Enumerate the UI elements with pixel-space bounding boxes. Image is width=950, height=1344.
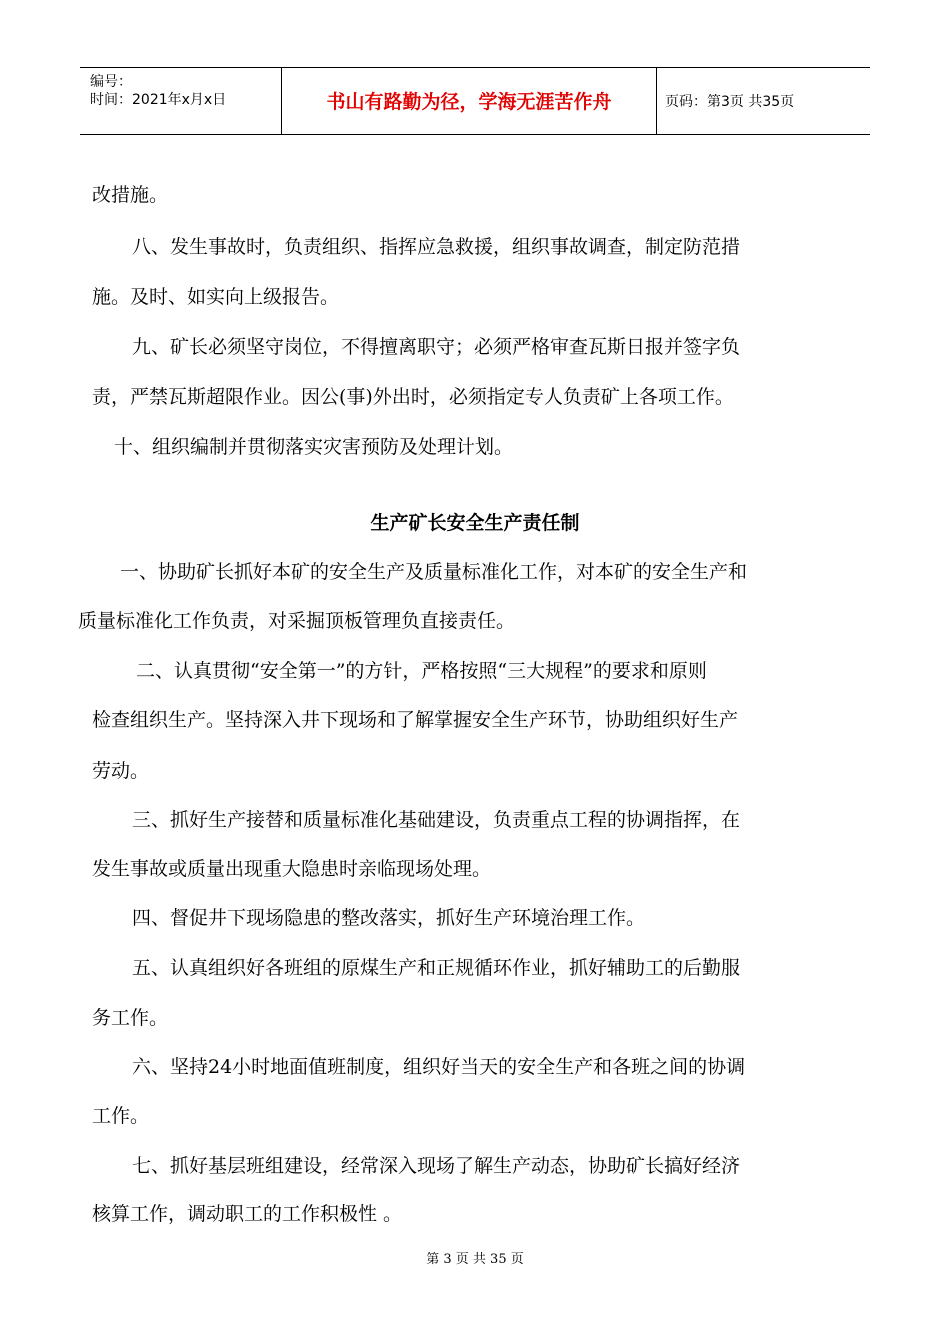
page-header [80, 67, 870, 135]
page-footer: 第 3 页 共 35 页 [426, 1252, 524, 1267]
header-motto: 书山有路勤为径，学海无涯苦作舟 [282, 68, 657, 134]
time-label: 时间：2021年x月x日 [90, 92, 227, 108]
section-title: 生产矿长安全生产责任制 [370, 512, 580, 534]
number-label: 编号： [90, 74, 132, 90]
header-meta [80, 68, 282, 134]
header-page-info: 页码：第3页 共35页 [665, 94, 795, 110]
